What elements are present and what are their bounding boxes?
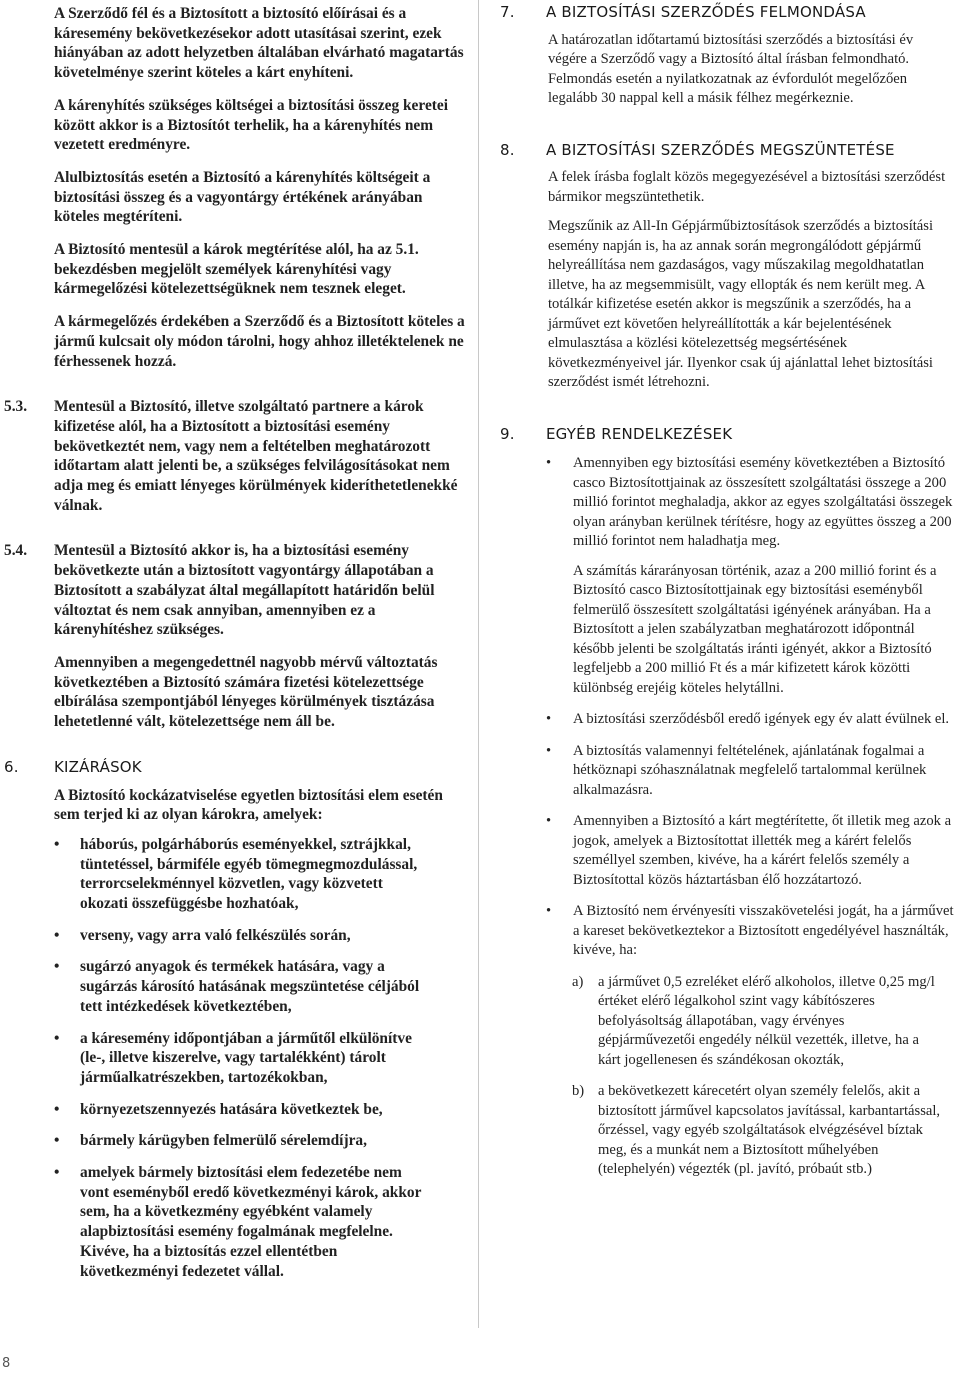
list-item: • A Biztosító nem érvényesíti visszakövetelési jogát, ha a járművet a kareset bekövetkeztekor a Biztosított engedélyével használták, kivéve, ha:	[546, 903, 954, 958]
paragraph: A Szerződő fél és a Biztosított a biztosító előírásai és a káresemény bekövetkezésekor adott utasításai szerint, ezek hiányában az adott helyzetben általában elvárható magatartás követelménye szerint köteles a kárt enyhíteni.	[54, 5, 464, 82]
sub-item-b	[480, 1082, 958, 1180]
bullet-icon: •	[546, 742, 552, 759]
list-item: • környezetszennyezés hatására következtek be,	[54, 1100, 383, 1118]
bullet-icon: •	[546, 813, 552, 829]
bullet-icon: •	[54, 1164, 60, 1182]
list-item: • A biztosítás valamennyi feltételének, ajánlatának fogalmai a hétköznapi szóhasználatnak megfelelő tartalommal kerülnek alkalmazásra.	[546, 742, 927, 798]
section-number: 6.	[4, 757, 19, 776]
exclusions-list	[0, 835, 480, 1281]
sub-item-text: a járművet 0,5 ezreléket elérő alkoholos, illetve 0,25 mg/l értéket elérő légalkohol szint vagy kábítószeres befolyásoltság állapotában, vagy érvényes gépjárművezetői engedély nélkül vezették, illetve, ha a kárt jogellenesen és szándékosan okozták,	[598, 973, 935, 1068]
bullet-icon: •	[546, 711, 552, 727]
paragraph: A felek írásba foglalt közös megegyezésével a biztosítási szerződést bármikor megszüntethetik.	[548, 169, 946, 205]
list-item: • Amennyiben egy biztosítási esemény következtében a Biztosító casco Biztosítottjainak az összesített szolgáltatási összege a 200 millió forintot meghaladja, akkor az egyes szolgáltatási összegek olyan arányban kerülnek térítésre, hogy az együttes összeg a 200 millió forintot nem haladhatja meg. A számítás kárarányosan történik, azaz a 200 millió forint és a Biztosító casco Biztosítottjainak egy biztosítási eseményből felmerülő összesített szolgáltatási igényének arányában. Ha a Biztosított a jelen szabályzatban meghatározott időpontnál később jelenti be szolgáltatás iránti igényét, akkor a Biztosító legfeljebb a 200 millió Ft és a már kifizetett károk közötti különbség erejéig köteles helytállni.	[546, 455, 953, 696]
bullet-icon: •	[54, 1132, 60, 1150]
provisions-list	[480, 454, 958, 961]
paragraph: Amennyiben a megengedettnél nagyobb mérvű változtatás következtében a Biztosító számára fizetési kötelezettsége elbírálása szempontjából lényeges körülmények tisztázása lehetetlenné vált, kötelezettsége nem áll be.	[54, 653, 438, 731]
page-number: 8	[2, 1356, 11, 1371]
bullet-icon: •	[546, 455, 552, 471]
section-number: 5.3.	[4, 398, 28, 416]
section-5-4	[0, 541, 480, 731]
bullet-icon: •	[54, 926, 60, 944]
bullet-icon: •	[54, 1029, 60, 1047]
paragraph: Megszűnik az All-In Gépjárműbiztosítások szerződés a biztosítási esemény napján is, ha az annak során megrongálódott gépjármű helyreállítása nem gazdaságos, vagy műszakilag megoldhatatlan illetve, ha az megsemmisült, vagy ellopták és nem került meg. A totálkár kifizetése esetén akkor is megszűnik a szerződés, ha a járművet ezt követően helyreállították a kár bejelentésének elmulasztása a közlési kötelezettség megsértésének következményeivel jár. Ilyenkor csak új ajánlattal lehet biztosítási szerződést ismét létrehozni.	[548, 218, 934, 390]
paragraph: A kármegelőzés érdekében a Szerződő és a Biztosított köteles a jármű kulcsait oly módon tárolni, hogy ahhoz illetéktelenek ne férhessenek hozzá.	[54, 313, 465, 370]
section-number: 7.	[500, 3, 515, 21]
list-item: • bármely kárügyben felmerülő sérelemdíjra,	[54, 1132, 367, 1150]
list-item: • sugárzó anyagok és termékek hatására, vagy a sugárzás károsító hatásának megszüntetése céljából tett intézkedések következtében,	[54, 958, 420, 1015]
section-8-heading	[480, 141, 958, 161]
paragraph: A Biztosító mentesül a károk megtérítése alól, ha az 5.1. bekezdésben megjelölt személyek kárenyhítési vagy kármegelőzési kötelezettségüknek nem tesznek eleget.	[54, 241, 419, 298]
section-6-heading	[0, 758, 480, 778]
list-item: • háborús, polgárháborús eseményekkel, sztrájkkal, tüntetéssel, bármiféle egyéb tömegmegmozdulással, terrorcselekménnyel közvetlen, vagy közvetett okozati összefüggésbe hozhatóak,	[54, 835, 418, 913]
sub-item-a	[480, 973, 958, 1071]
bullet-icon: •	[546, 903, 552, 919]
list-item: • A biztosítási szerződésből eredő igények egy év alatt évülnek el.	[480, 710, 958, 730]
section-9-heading	[480, 425, 958, 445]
section-title: A BIZTOSÍTÁSI SZERZŐDÉS FELMONDÁSA	[546, 3, 866, 21]
section-title: EGYÉB RENDELKEZÉSEK	[546, 424, 733, 443]
section-7-heading	[480, 3, 958, 23]
list-item: • Amennyiben a Biztosító a kárt megtérítette, őt illetik meg azok a jogok, amelyek a Biztosítottat illették meg a kárért felelős személlyel szemben, kivéve, ha a kárért felelős személy a Biztosítottal közös háztartásban élő hozzátartozó.	[546, 813, 952, 888]
paragraph: Mentesül a Biztosító, illetve szolgáltató partnere a károk kifizetése alól, ha a Biztosított a biztosítási esemény bekövetkeztét nem, vagy nem a feltételben meghatározott időtartam alatt jelenti be, a szükséges felvilágosításokat nem adja meg és emiatt lényeges körülmények kideríthetetlenekké válnak.	[54, 398, 458, 514]
paragraph: Alulbiztosítás esetén a Biztosító a kárenyhítés költségeit a biztosítási összeg és a vagyontárgy értékének arányában köteles megtéríteni.	[54, 168, 431, 226]
sub-item-label: a)	[572, 973, 584, 990]
sub-item-text: a bekövetkezett kárесetért olyan személy felelős, akit a biztosított járművel kapcsolatos javítással, karbantartással, őrzéssel, vagy egyéb szolgáltatások elvégzésével bíztak meg, és a munkát nem a Biztosított műhelyében (telephelyén) végezték (pl. javító, próbaút stb.)	[598, 1083, 941, 1177]
section-5-3	[0, 397, 480, 515]
paragraph: A határozatlan időtartamú biztosítási szerződés a biztosítási év végére a Szerződő vagy a Biztosító által írásban felmondható. Felmondás esetén a nyilatkozatnak az évfordulót megelőzően legalább 30 nappal kell a másik félhez megérkeznie.	[548, 31, 914, 106]
right-column	[480, 0, 958, 1192]
bullet-icon: •	[54, 835, 60, 853]
paragraph: A Biztosító kockázatviselése egyetlen biztosítási elem esetén sem terjed ki az olyan károkra, amelyek:	[54, 786, 443, 824]
section-title: KIZÁRÁSOK	[54, 757, 142, 776]
list-item: • a káresemény időpontjában a járműtől elkülönítve (le-, illetve kiszerelve, vagy tartalékként) tárolt járműalkatrészekben, tartozékokban,	[54, 1029, 412, 1086]
paragraph: Mentesül a Biztosító akkor is, ha a biztosítási esemény bekövetkezte után a biztosított vagyontárgy állapotában a Biztosított a szabályzat által megállapított határidőn belül változtat és nem csak annyiban, amennyiben ez a kárenyhítéshez szükséges.	[54, 542, 435, 639]
bullet-icon: •	[54, 1100, 60, 1118]
paragraph: A kárenyhítés szükséges költségei a biztosítási összeg keretei között akkor is a Biztosítót terhelik, ha a kárenyhítés nem vezetett eredményre.	[54, 96, 449, 154]
section-title: A BIZTOSÍTÁSI SZERZŐDÉS MEGSZÜNTETÉSE	[546, 140, 895, 159]
sub-item-label: b)	[572, 1083, 585, 1099]
section-number: 8.	[500, 140, 515, 159]
list-item: • amelyek bármely biztosítási elem fedezetébe nem vont eseményből eredő következményi károk, akkor sem, ha a következmény egyébként valamely alapbiztosítási esemény fogalmának megfelelne. Kivéve, ha a biztosítás ezzel ellentétben következményi fedezetet vállal.	[54, 1164, 422, 1280]
bullet-icon: •	[54, 958, 60, 976]
section-number: 9.	[500, 424, 515, 443]
left-column	[0, 0, 480, 1293]
list-item: • verseny, vagy arra való felkészülés során,	[54, 926, 351, 944]
section-number: 5.4.	[4, 542, 28, 560]
